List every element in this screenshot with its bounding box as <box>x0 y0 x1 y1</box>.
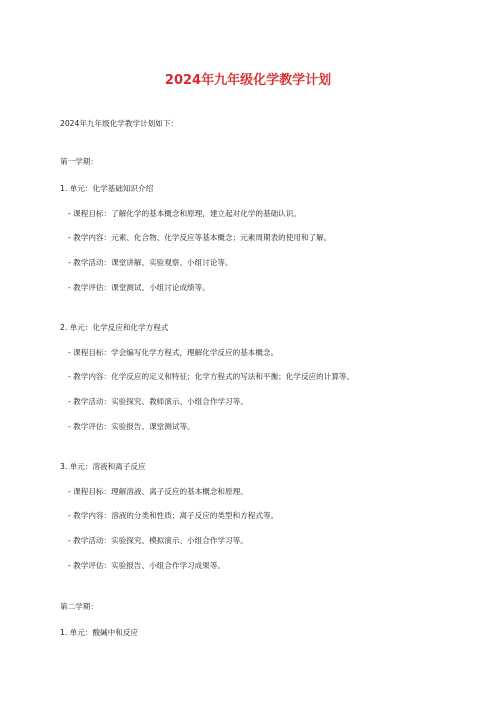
unit-1-activity: - 教学活动：课堂讲解、实验观察、小组讨论等。 <box>68 258 233 267</box>
unit-1-assessment: - 教学评估：课堂测试、小组讨论成绩等。 <box>68 283 210 292</box>
intro-text: 2024年九年级化学教学计划如下： <box>60 119 179 128</box>
semester-1-heading: 第一学期： <box>60 157 98 166</box>
unit-2-activity: - 教学活动：实验探究、教师演示、小组合作学习等。 <box>68 397 248 406</box>
semester-2-unit-1-heading: 1. 单元：酸碱中和反应 <box>60 628 139 637</box>
unit-3-heading: 3. 单元：溶液和离子反应 <box>60 462 146 471</box>
unit-2-heading: 2. 单元：化学反应和化学方程式 <box>60 323 169 332</box>
unit-3-assessment: - 教学评估：实验报告、小组合作学习成果等。 <box>68 561 226 570</box>
document-title: 2024年九年级化学教学计划 <box>164 73 332 88</box>
unit-3-activity: - 教学活动：实验探究、模拟演示、小组合作学习等。 <box>68 536 248 545</box>
unit-2-content: - 教学内容：化学反应的定义和特征；化学方程式的写法和平衡；化学反应的计算等。 <box>68 372 355 381</box>
unit-3-goal: - 课程目标：理解溶液、离子反应的基本概念和原理。 <box>68 487 248 496</box>
unit-2-goal: - 课程目标：学会编写化学方程式，理解化学反应的基本概念。 <box>68 348 279 357</box>
semester-2-heading: 第二学期： <box>60 602 98 611</box>
unit-1-goal: - 课程目标：了解化学的基本概念和原理，建立起对化学的基础认识。 <box>68 209 301 218</box>
unit-3-content: - 教学内容：溶液的分类和性质；离子反应的类型和方程式等。 <box>68 511 279 520</box>
unit-1-content: - 教学内容：元素、化合物、化学反应等基本概念；元素周期表的使用和了解。 <box>68 233 332 242</box>
unit-1-heading: 1. 单元：化学基础知识介绍 <box>60 184 154 193</box>
unit-2-assessment: - 教学评估：实验报告、课堂测试等。 <box>68 422 195 431</box>
